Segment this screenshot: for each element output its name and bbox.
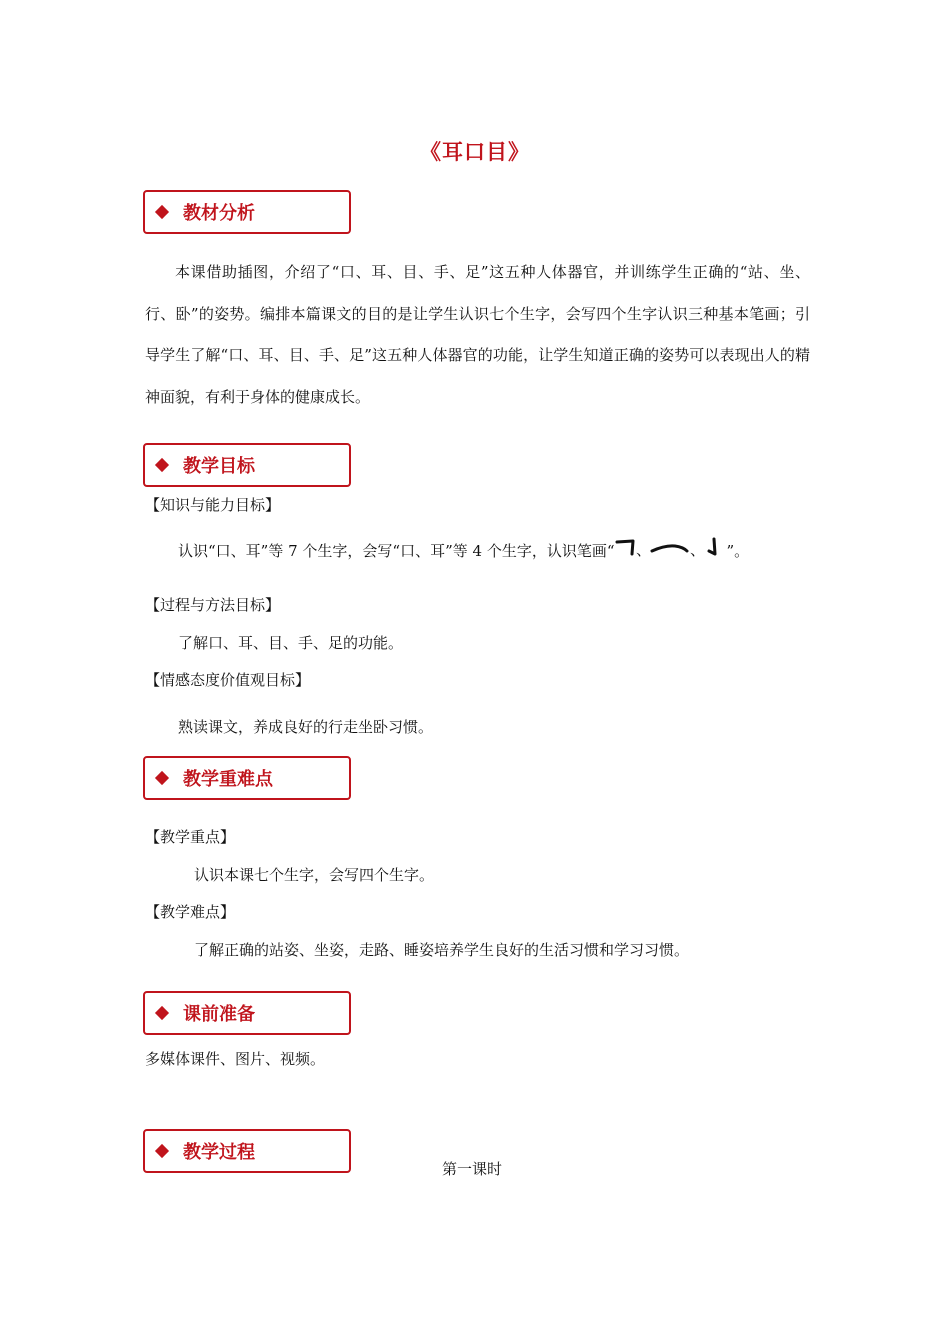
svg-text:、: 、 — [689, 541, 705, 559]
section-title: 课前准备 — [183, 1004, 255, 1025]
section-title: 教学重难点 — [183, 769, 273, 790]
section-title: 教学目标 — [183, 456, 255, 477]
difficulty-heading: 【教学难点】 — [145, 903, 236, 921]
focus-text: 认识本课七个生字，会写四个生字。 — [194, 866, 435, 884]
document-title: 《耳口目》 — [420, 140, 530, 164]
section-header-process — [143, 1129, 351, 1173]
preparation-text: 多媒体课件、图片、视频。 — [145, 1050, 326, 1068]
analysis-paragraph: 本课借助插图，介绍了“口、耳、目、手、足”这五种人体器官，并训练学生正确的“站、坐、行、卧”的姿势。编排本篇课文的目的是让学生认识七个生字，会写四个生字认识三种基本笔画；引导学生了解“口、耳、目、手、足”这五种人体器官的功能，让学生知道正确的姿势可以表现出人的精神面貌，有利于身体的健康成长。 — [145, 263, 810, 406]
section-title: 教材分析 — [183, 203, 255, 224]
process-method-text: 了解口、耳、目、手、足的功能。 — [178, 634, 404, 652]
diamond-bullet-icon — [155, 771, 169, 785]
diamond-bullet-icon — [155, 458, 169, 472]
emotion-text: 熟读课文，养成良好的行走坐卧习惯。 — [178, 718, 434, 736]
section-header-analysis — [143, 190, 351, 234]
section-header-objectives — [143, 443, 351, 487]
difficulty-text: 了解正确的站姿、坐姿，走路、睡姿培养学生良好的生活习惯和学习习惯。 — [194, 941, 690, 959]
section-header-key-points — [143, 756, 351, 800]
focus-heading: 【教学重点】 — [145, 828, 236, 846]
diamond-bullet-icon — [155, 205, 169, 219]
knowledge-text-after: ”。 — [726, 542, 750, 560]
knowledge-text — [178, 537, 749, 561]
diamond-bullet-icon — [155, 1144, 169, 1158]
section-header-preparation — [143, 991, 351, 1035]
svg-text:、: 、 — [635, 541, 651, 559]
lesson-period-label: 第一课时 — [442, 1160, 503, 1178]
emotion-heading: 【情感态度价值观目标】 — [145, 671, 311, 689]
process-method-heading: 【过程与方法目标】 — [145, 596, 281, 614]
section-title: 教学过程 — [183, 1142, 255, 1163]
knowledge-heading: 【知识与能力目标】 — [145, 496, 281, 514]
knowledge-text-before: 认识“口、耳”等 7 个生字，会写“口、耳”等 4 个生字，认识笔画“ — [178, 542, 615, 560]
diamond-bullet-icon — [155, 1006, 169, 1020]
brush-strokes-icon — [615, 537, 727, 559]
